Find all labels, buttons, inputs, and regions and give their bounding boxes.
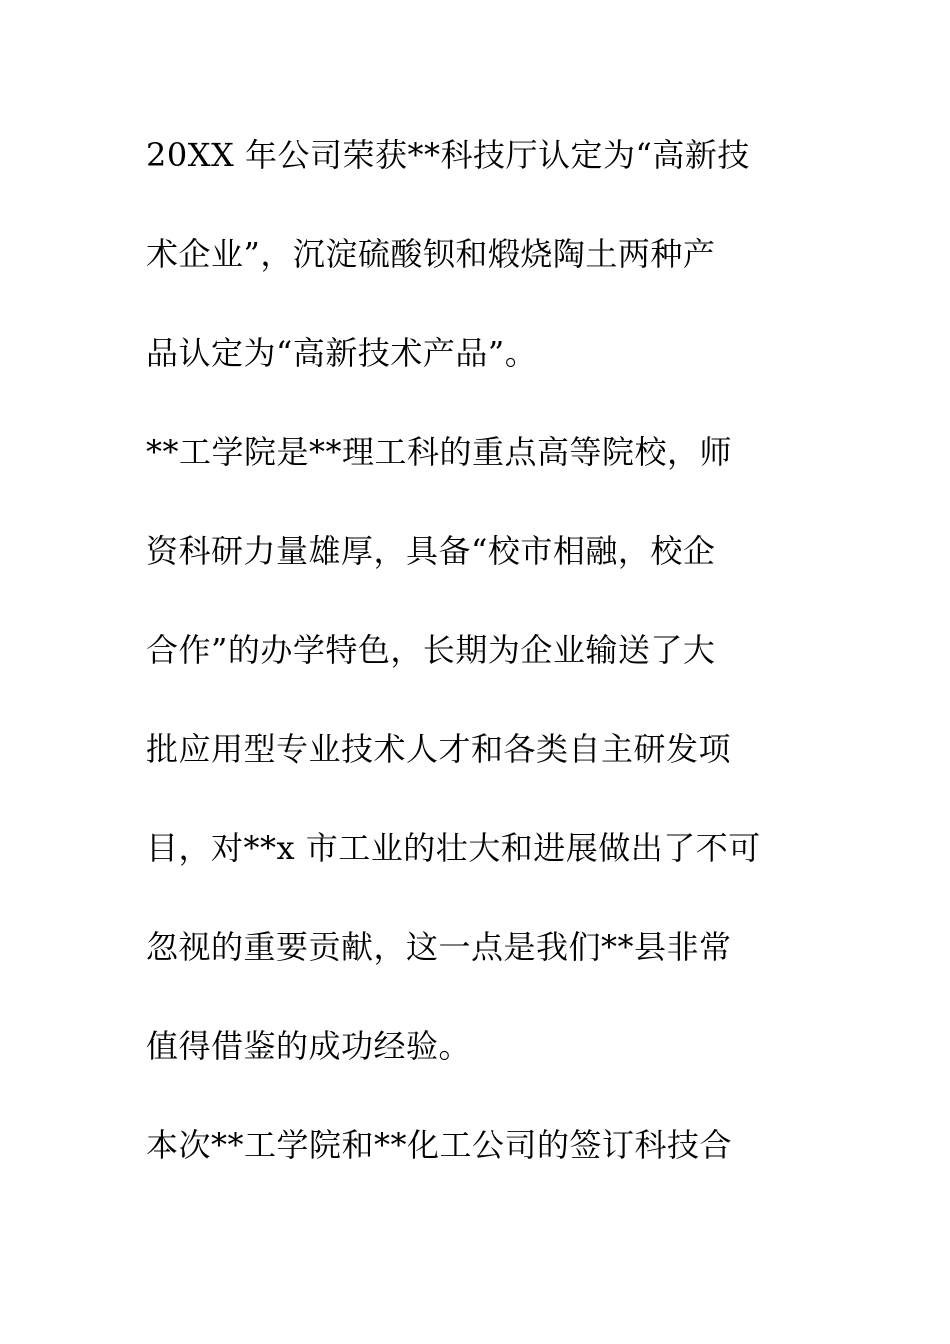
text-line: 合作”的办学特色，长期为企业输送了大 (146, 631, 716, 669)
text-line: **工学院是**理工科的重点高等院校，师 (146, 433, 733, 471)
text-line: 值得借鉴的成功经验。 (146, 1027, 472, 1065)
text-line: 批应用型专业技术人才和各类自主研发项 (146, 730, 732, 768)
text-line: 术企业”，沉淀硫酸钡和煅烧陶土两种产 (146, 235, 716, 273)
text-line: 本次**工学院和**化工公司的签订科技合 (146, 1126, 733, 1164)
text-line: 忽视的重要贡献，这一点是我们**县非常 (146, 928, 732, 966)
text-line: 目，对**x 市工业的壮大和进展做出了不可 (146, 829, 761, 867)
text-line: 资科研力量雄厚，具备“校市相融，校企 (146, 532, 716, 570)
text-line: 品认定为“高新技术产品”。 (146, 334, 538, 372)
text-line: 20XX 年公司荣获**科技厅认定为“高新技 (146, 136, 750, 174)
